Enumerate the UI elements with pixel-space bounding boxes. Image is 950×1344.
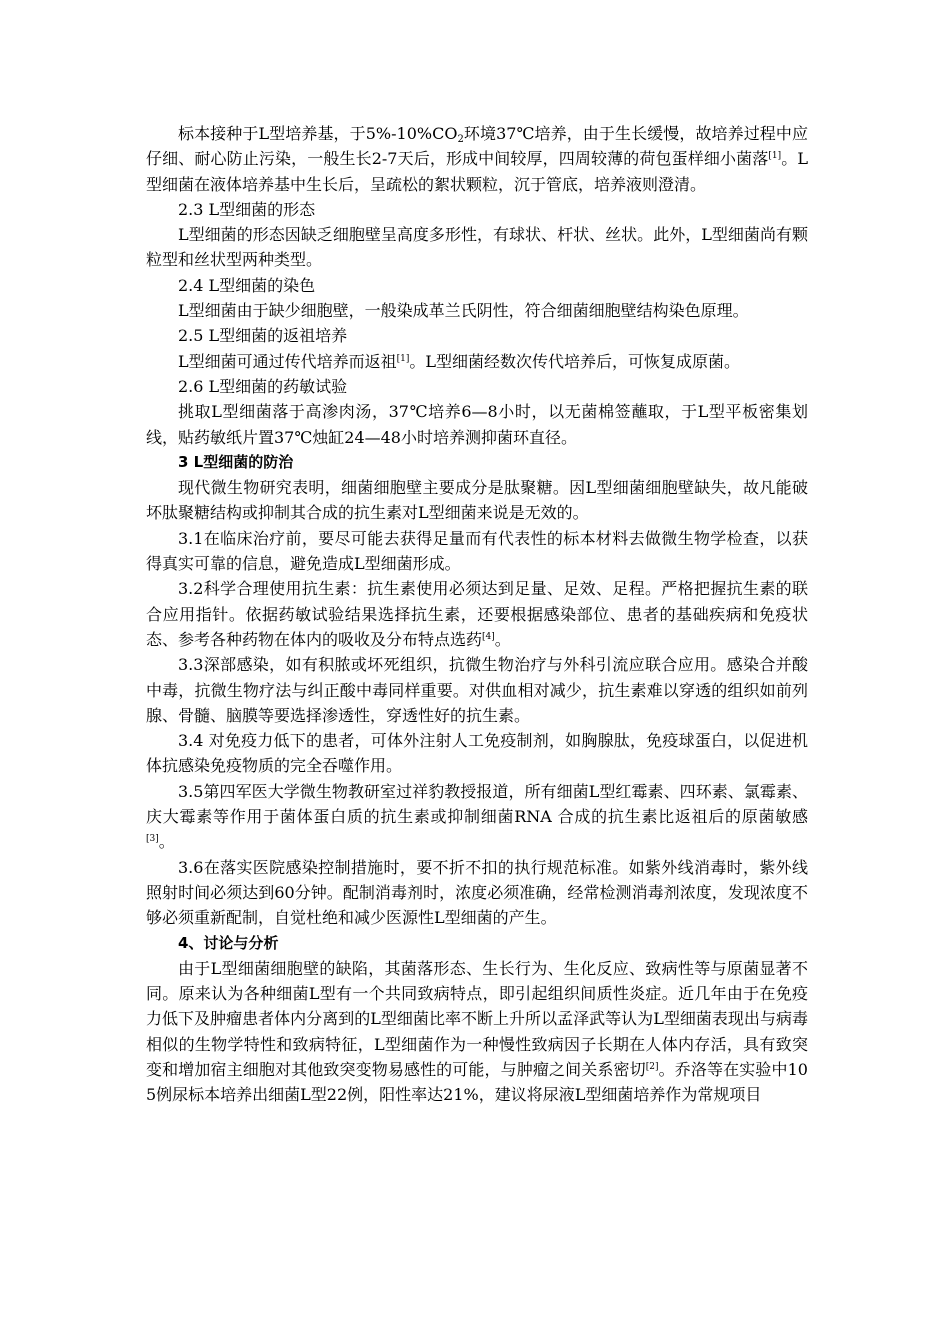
text-run: 3.6在落实医院感染控制措施时，要不折不扣的执行规范标准。如紫外线消毒时，紫外线照射时间必须达到60分钟。配制消毒剂时，浓度必须准确，经常检测消毒剂浓度，发现浓度不够必须重新配制，自觉杜绝和减少医源性L型细菌的产生。 [146, 857, 808, 928]
text-run: 2.4 L型细菌的染色 [178, 275, 316, 295]
text-run: L型细菌的形态因缺乏细胞壁呈高度多形性，有球状、杆状、丝状。此外，L型细菌尚有颗粒型和丝状型两种类型。 [146, 225, 808, 270]
text-run: 。L 型细菌在液体培养基中生长后，呈疏松的絮状颗粒，沉于管底，培养液则澄清。 [146, 149, 808, 194]
paragraph-3-4 [146, 728, 808, 779]
heading-3-prevention [146, 450, 808, 475]
text-run: 现代微生物研究表明，细菌细胞壁主要成分是肽聚糖。因L型细菌细胞壁缺失，故凡能破坏肽聚糖结构或抑制其合成的抗生素对L型细菌来说是无效的。 [146, 478, 808, 523]
subscript: 2 [457, 134, 464, 145]
paragraph-susceptibility [146, 399, 808, 450]
paragraph-discussion [146, 956, 808, 1108]
paragraph-3-5 [146, 779, 808, 855]
text-run: 。 [494, 629, 511, 649]
paragraph-staining [146, 298, 808, 323]
text-run: 2.6 L型细菌的药敏试验 [178, 376, 348, 396]
text-run: 。L型细菌经数次传代培养后，可恢复成原菌。 [409, 351, 741, 371]
text-run: 4、讨论与分析 [178, 933, 279, 952]
document-page [146, 121, 808, 1108]
paragraph-culture-method [146, 121, 808, 197]
text-run: 标本接种于L型培养基，于5%-10%CO [178, 124, 458, 143]
text-run: 3.4 对免疫力低下的患者，可体外注射人工免疫制剂，如胸腺肽，免疫球蛋白，以促进机体抗感染免疫物质的完全吞噬作用。 [146, 731, 808, 776]
citation-ref: [4] [482, 631, 495, 642]
text-run: 3.3深部感染，如有积脓或坏死组织，抗微生物治疗与外科引流应联合应用。感染合并酸中毒，抗微生物疗法与纠正酸中毒同样重要。对供血相对减少，抗生素难以穿透的组织如前列腺、骨髓、脑膜等要选择渗透性，穿透性好的抗生素。 [146, 655, 808, 725]
text-run: L型细菌由于缺少细胞壁，一般染成革兰氏阴性，符合细菌细胞壁结构染色原理。 [178, 301, 749, 321]
paragraph-prevention-intro [146, 475, 808, 526]
heading-2-6-susceptibility [146, 374, 808, 399]
text-run: 2.3 L型细菌的形态 [178, 199, 316, 219]
text-run: 3.5第四军医大学微生物教研室过祥豹教授报道，所有细菌L型红霉素、四环素、氯霉素、庆大霉素等作用于菌体蛋白质的抗生素或抑制细菌RNA 合成的抗生素比返祖后的原菌敏感 [146, 781, 808, 827]
text-run: 由于L型细菌细胞壁的缺陷，其菌落形态、生长行为、生化反应、致病性等与原菌显著不同。原来认为各种细菌L型有一个共同致病特点，即引起组织间质性炎症。近几年由于在免疫力低下及肿瘤患者体内分离到的L型细菌比率不断上升所以孟泽武等认为L型细菌表现出与病毒相似的生物学特性和致病特征，L型细菌作为一种慢性致病因子长期在人体内存活，具有致突变和增加宿主细胞对其他致突变物易感性的可能，与肿瘤之间关系密切 [146, 958, 808, 1079]
paragraph-3-3 [146, 652, 808, 728]
text-run: 2.5 L型细菌的返祖培养 [178, 326, 348, 346]
text-run: 3 L型细菌的防治 [178, 452, 294, 471]
paragraph-3-1 [146, 526, 808, 577]
citation-ref: [3] [146, 834, 159, 845]
text-run: 3.2科学合理使用抗生素：抗生素使用必须达到足量、足效、足程。严格把握抗生素的联合应用指针。依据药敏试验结果选择抗生素，还要根据感染部位、患者的基础疾病和免疫状态、参考各种药物在体内的吸收及分布特点选药 [146, 579, 808, 649]
text-run: 挑取L型细菌落于高渗肉汤，37℃培养6—8小时，以无菌棉签蘸取，于L型平板密集划线，贴药敏纸片置37℃烛缸24—48小时培养测抑菌环直径。 [146, 402, 808, 447]
heading-2-4-staining [146, 273, 808, 298]
text-run: L型细菌可通过传代培养而返祖 [178, 351, 397, 371]
text-run: 。 [158, 832, 175, 852]
heading-2-5-reversion [146, 323, 808, 348]
paragraph-3-6 [146, 855, 808, 931]
text-run: 3.1在临床治疗前，要尽可能去获得足量而有代表性的标本材料去做微生物学检查，以获得真实可靠的信息，避免造成L型细菌形成。 [146, 528, 808, 574]
paragraph-morphology [146, 222, 808, 273]
citation-ref: [1] [396, 353, 410, 364]
paragraph-reversion [146, 349, 808, 374]
text-run: 环境37℃培养，由于生长缓慢，故培养过程中应仔细、耐心防止污染，一般生长2-7天后，形成中间较厚，四周较薄的荷包蛋样细小菌落 [146, 124, 808, 169]
paragraph-3-2 [146, 576, 808, 652]
citation-ref: [1] [768, 151, 782, 162]
text-run: 。乔洛等在实验中105例尿标本培养出细菌L型22例，阳性率达21%，建议将尿液L型细菌培养作为常规项目 [146, 1059, 808, 1105]
heading-2-3-morphology [146, 197, 808, 222]
heading-4-discussion [146, 931, 808, 956]
citation-ref: [2] [645, 1061, 659, 1072]
